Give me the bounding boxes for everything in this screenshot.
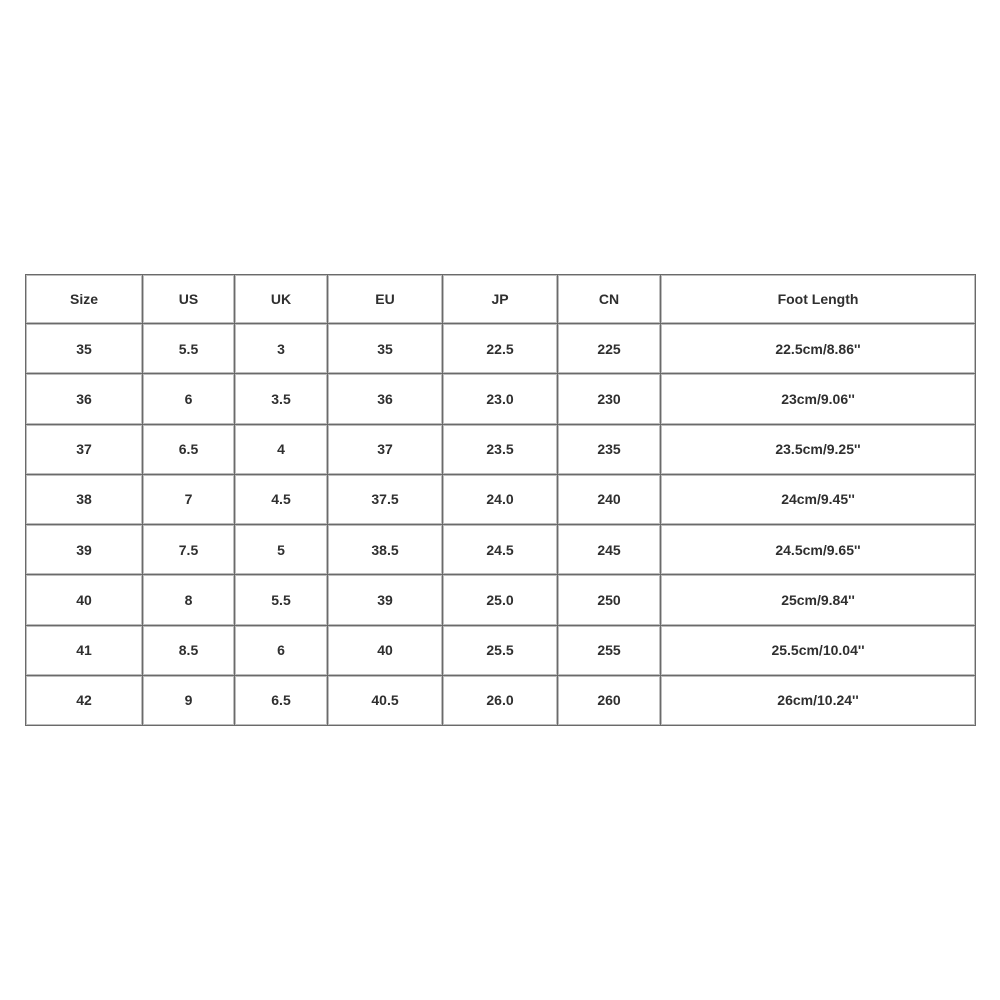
cell-foot-length: 24.5cm/9.65'': [661, 525, 976, 575]
cell-eu: 40: [328, 625, 443, 675]
table-row: [26, 374, 976, 424]
cell-foot-length: 23.5cm/9.25'': [661, 424, 976, 474]
cell-size: 36: [26, 374, 143, 424]
header-cn: CN: [558, 275, 661, 324]
header-eu: EU: [328, 275, 443, 324]
table-row: [26, 525, 976, 575]
header-foot-length: Foot Length: [661, 275, 976, 324]
cell-us: 7: [143, 474, 235, 524]
cell-cn: 250: [558, 575, 661, 625]
cell-size: 38: [26, 474, 143, 524]
cell-jp: 25.0: [443, 575, 558, 625]
cell-uk: 5.5: [235, 575, 328, 625]
cell-jp: 24.5: [443, 525, 558, 575]
cell-us: 5.5: [143, 324, 235, 374]
cell-eu: 36: [328, 374, 443, 424]
cell-size: 42: [26, 675, 143, 725]
cell-uk: 4.5: [235, 474, 328, 524]
cell-size: 39: [26, 525, 143, 575]
cell-eu: 35: [328, 324, 443, 374]
cell-jp: 25.5: [443, 625, 558, 675]
cell-foot-length: 26cm/10.24'': [661, 675, 976, 725]
cell-jp: 26.0: [443, 675, 558, 725]
header-row: [26, 275, 976, 324]
table-row: [26, 474, 976, 524]
cell-size: 37: [26, 424, 143, 474]
cell-us: 9: [143, 675, 235, 725]
table-row: [26, 575, 976, 625]
cell-us: 6: [143, 374, 235, 424]
cell-foot-length: 22.5cm/8.86'': [661, 324, 976, 374]
header-size: Size: [26, 275, 143, 324]
cell-foot-length: 25cm/9.84'': [661, 575, 976, 625]
table-row: [26, 675, 976, 725]
cell-foot-length: 25.5cm/10.04'': [661, 625, 976, 675]
table-row: [26, 625, 976, 675]
cell-cn: 225: [558, 324, 661, 374]
cell-foot-length: 24cm/9.45'': [661, 474, 976, 524]
cell-cn: 240: [558, 474, 661, 524]
cell-uk: 3: [235, 324, 328, 374]
cell-us: 6.5: [143, 424, 235, 474]
cell-uk: 6.5: [235, 675, 328, 725]
cell-us: 7.5: [143, 525, 235, 575]
cell-uk: 5: [235, 525, 328, 575]
cell-uk: 3.5: [235, 374, 328, 424]
cell-jp: 24.0: [443, 474, 558, 524]
header-us: US: [143, 275, 235, 324]
cell-eu: 38.5: [328, 525, 443, 575]
cell-uk: 6: [235, 625, 328, 675]
cell-cn: 230: [558, 374, 661, 424]
cell-size: 40: [26, 575, 143, 625]
cell-eu: 39: [328, 575, 443, 625]
cell-jp: 23.0: [443, 374, 558, 424]
cell-us: 8.5: [143, 625, 235, 675]
cell-eu: 40.5: [328, 675, 443, 725]
header-uk: UK: [235, 275, 328, 324]
cell-cn: 255: [558, 625, 661, 675]
cell-size: 41: [26, 625, 143, 675]
size-chart-table: [25, 274, 976, 726]
cell-jp: 23.5: [443, 424, 558, 474]
cell-cn: 235: [558, 424, 661, 474]
table-row: [26, 324, 976, 374]
cell-cn: 245: [558, 525, 661, 575]
cell-size: 35: [26, 324, 143, 374]
cell-cn: 260: [558, 675, 661, 725]
cell-eu: 37: [328, 424, 443, 474]
cell-foot-length: 23cm/9.06'': [661, 374, 976, 424]
cell-jp: 22.5: [443, 324, 558, 374]
cell-eu: 37.5: [328, 474, 443, 524]
cell-us: 8: [143, 575, 235, 625]
header-jp: JP: [443, 275, 558, 324]
cell-uk: 4: [235, 424, 328, 474]
table-row: [26, 424, 976, 474]
